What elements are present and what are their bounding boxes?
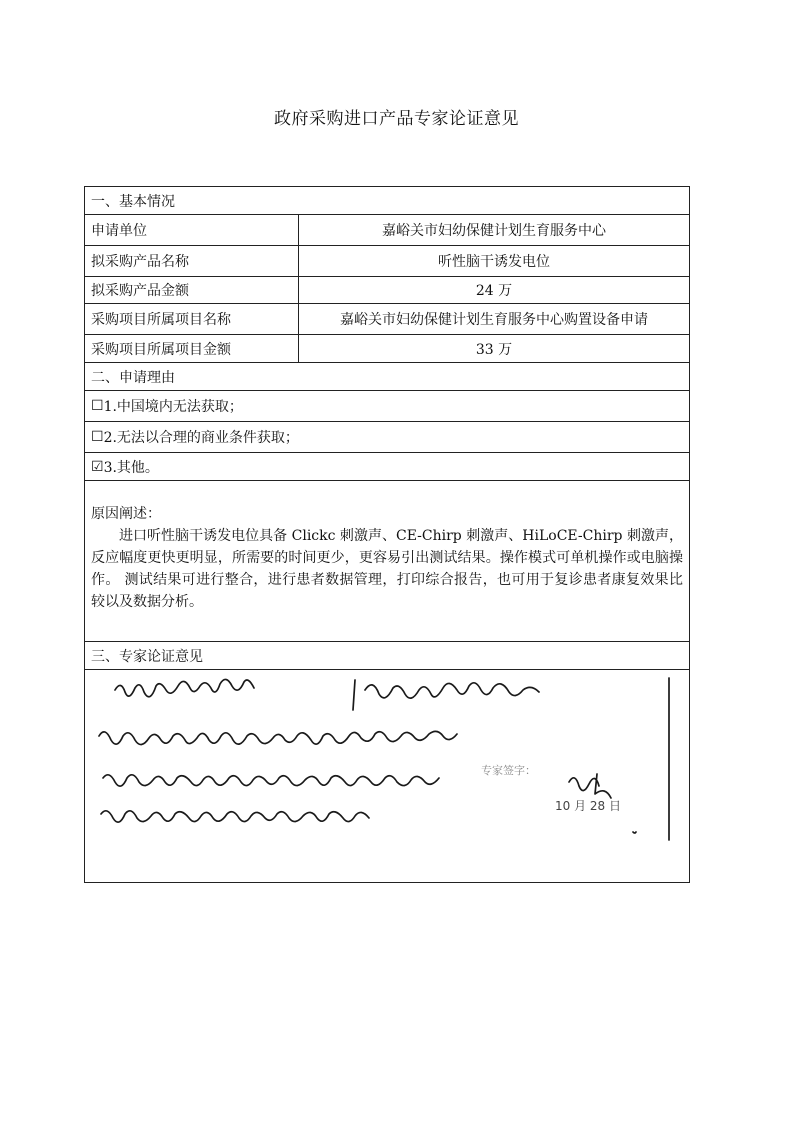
applicant-unit-value: 嘉峪关市妇幼保健计划生育服务中心 [382,223,606,239]
expert-opinion-box [85,670,689,882]
reason-description-text: 进口听性脑干诱发电位具备 Clickc 刺激声、CE-Chirp 刺激声、HiLoCE-Chirp 刺激声，反应幅度更快更明显，所需要的时间更少，更容易引出测试结果。操作模式可单机操作或电脑操作。 测试结果可进行整合，进行患者数据管理，打印综合报告，也可用于复诊患者康复效果比较以及数据分析。 [91,528,683,610]
reason-description-row [85,481,689,642]
reason-description [85,481,689,641]
reason-option-label: 3.其他。 [103,459,159,476]
reason-option-label: 2.无法以合理的商业条件获取； [103,430,299,446]
table-row [85,304,689,335]
section-opinion-header: 三、专家论证意见 [91,648,203,665]
document-title: 政府采购进口产品专家论证意见 [274,109,519,129]
unchecked-box-icon[interactable]: ☐ [91,398,104,414]
reason-option-row [85,422,689,453]
reason-option-row [85,391,689,422]
expert-opinion-row [85,670,689,882]
opinion-form [84,186,690,883]
table-row [85,215,689,246]
project-name-value: 嘉峪关市妇幼保健计划生育服务中心购置设备申请 [340,312,648,328]
row-label: 采购项目所属项目金额 [85,335,299,362]
section-basic-header: 一、基本情况 [91,193,175,210]
section-reason-header-row [85,363,689,391]
handwritten-opinion-image [85,670,689,882]
row-label: 采购项目所属项目名称 [85,304,299,334]
reason-option-row [85,453,689,481]
signature-date: 10 月 28 日 [555,799,621,813]
table-row [85,335,689,363]
reason-option-label: 1.中国境内无法获取； [103,399,243,415]
product-name-value: 听性脑干诱发电位 [438,254,550,270]
row-label: 拟采购产品名称 [85,246,299,276]
section-basic-header-row [85,187,689,215]
row-label: 拟采购产品金额 [85,277,299,303]
product-amount-value: 24 万 [475,283,513,299]
table-row [85,246,689,277]
reason-description-heading: 原因阐述： [91,506,161,522]
section-reason-header: 二、申请理由 [91,369,175,386]
section-opinion-header-row [85,642,689,670]
project-amount-value: 33 万 [475,341,513,358]
checked-box-icon[interactable]: ☑ [91,458,104,475]
signature-label: 专家签字： [481,764,536,777]
row-label: 申请单位 [85,215,299,245]
unchecked-box-icon[interactable]: ☐ [91,429,104,445]
table-row [85,277,689,304]
